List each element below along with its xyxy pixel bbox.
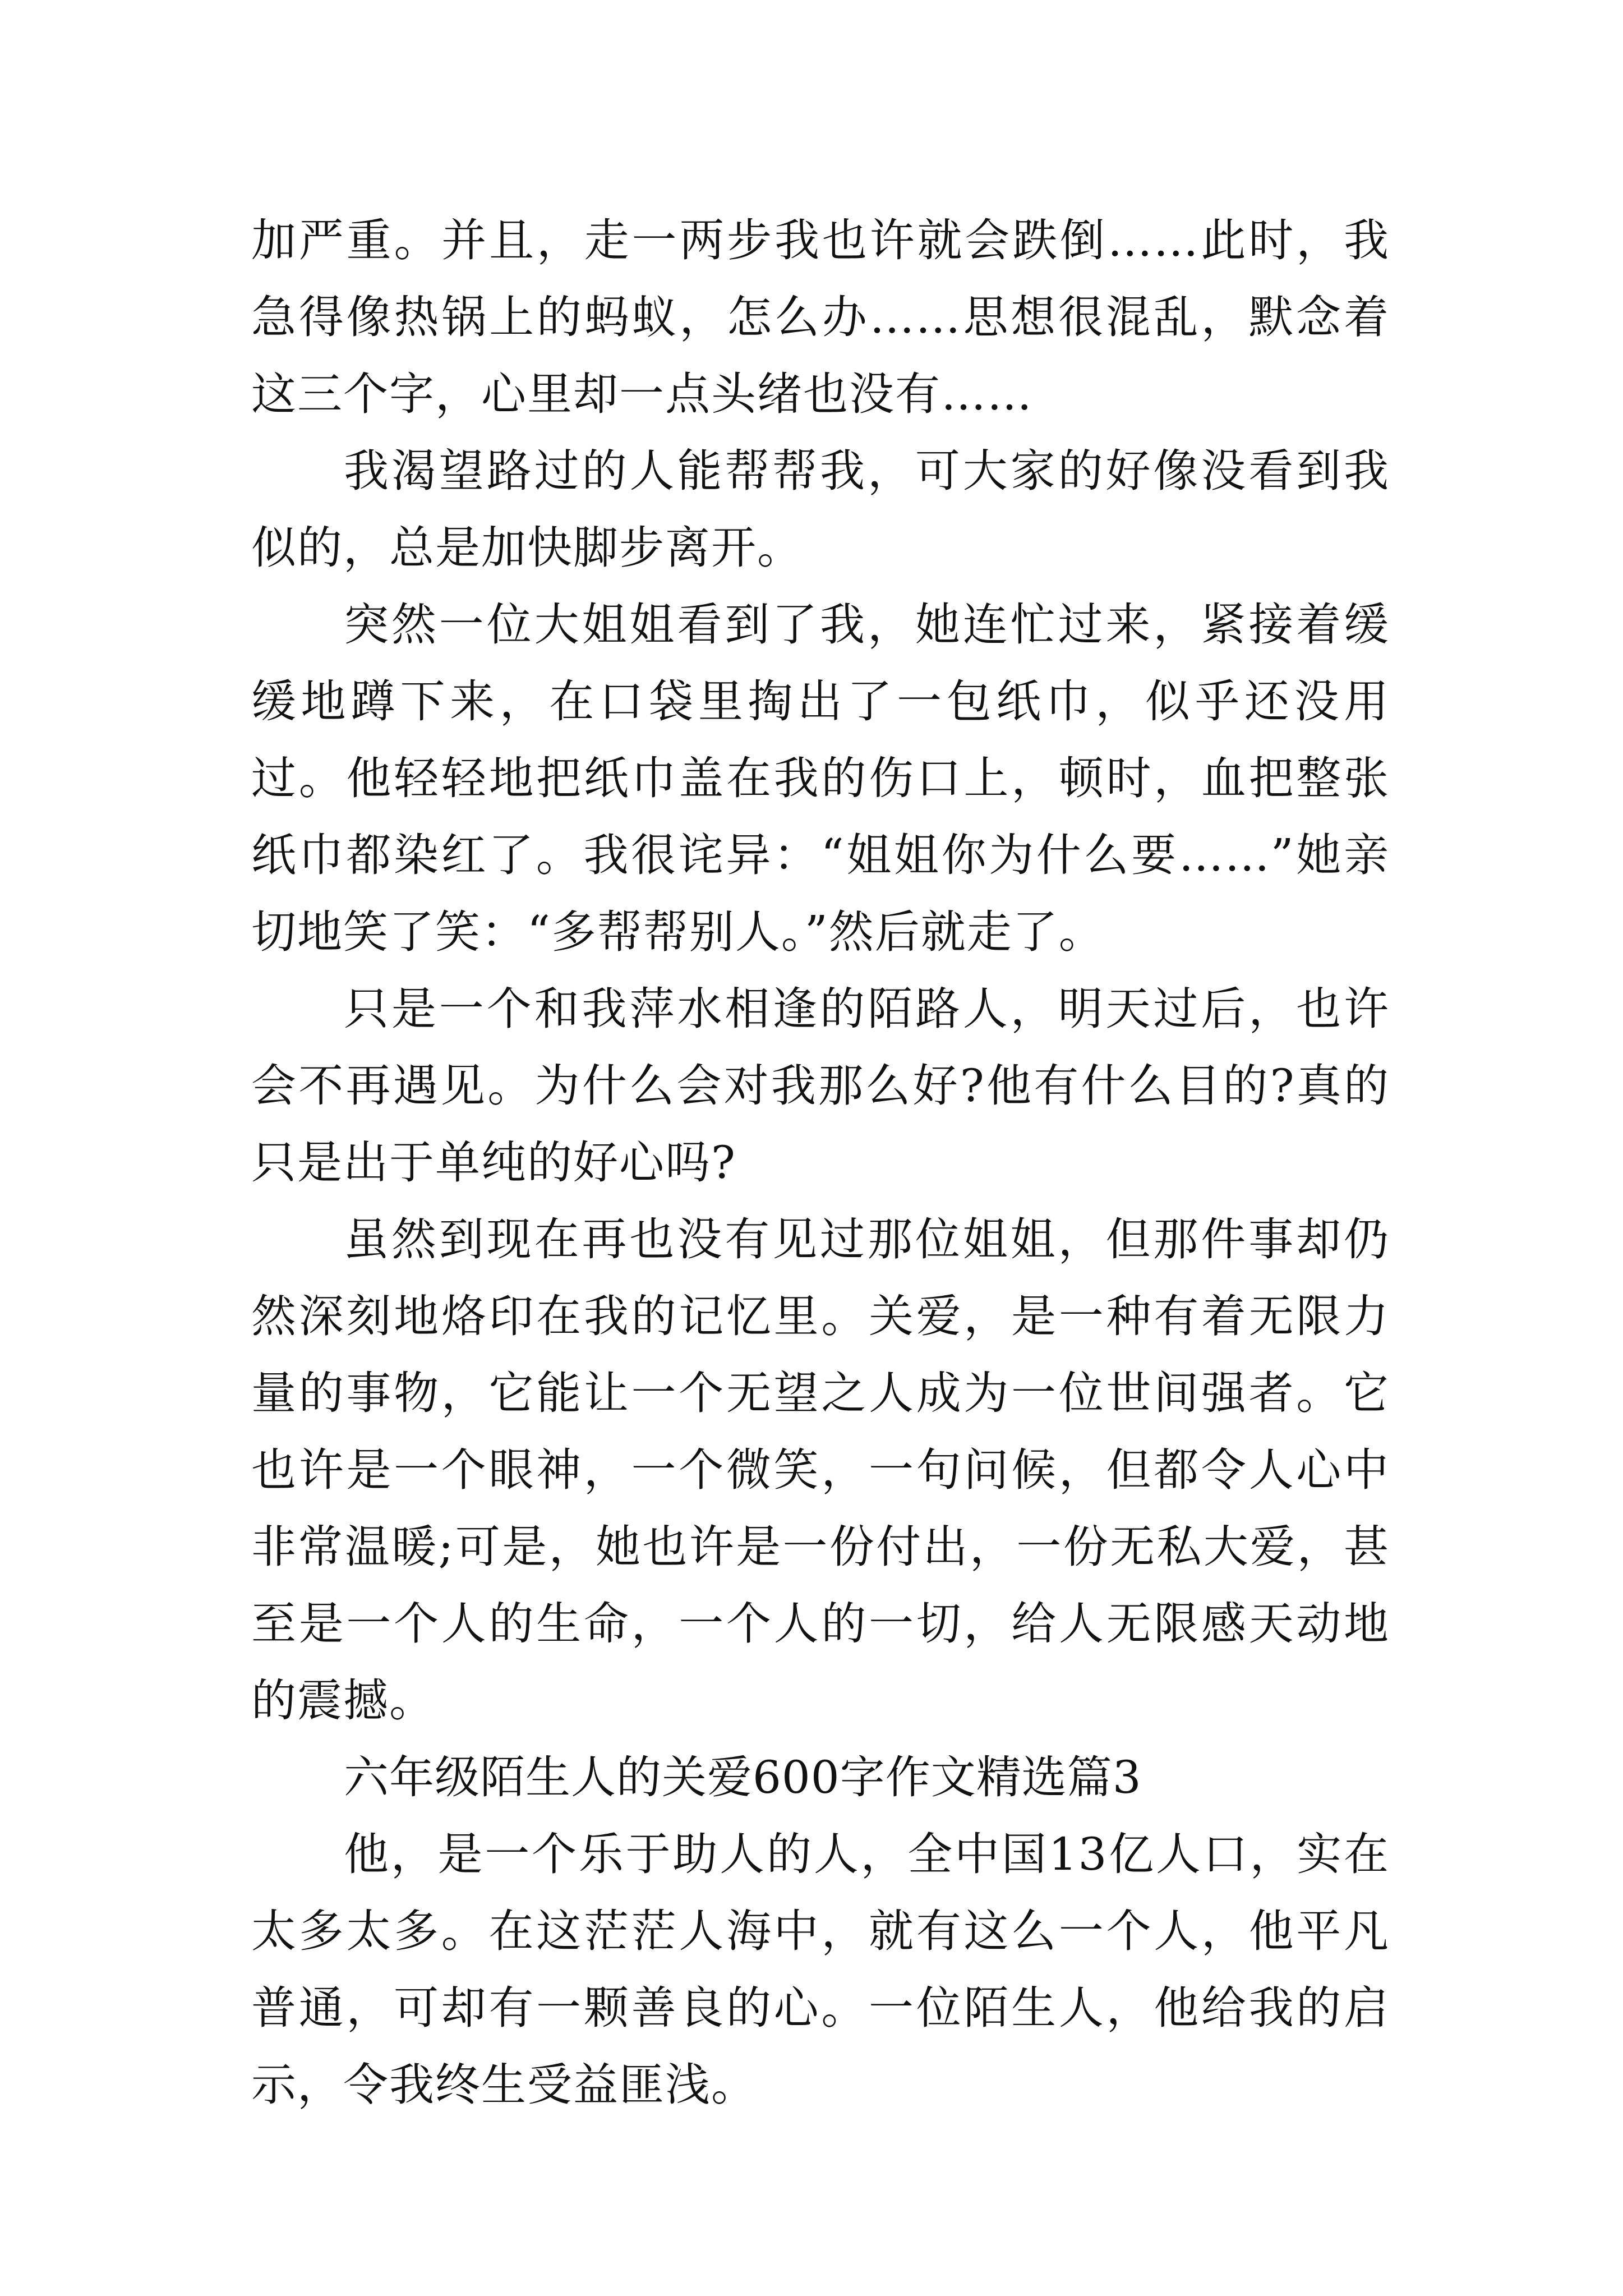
paragraph-passersby: 我渴望路过的人能帮帮我，可大家的好像没看到我似的，总是加快脚步离开。 xyxy=(251,445,1390,574)
paragraph-helpful-person: 他，是一个乐于助人的人，全中国13亿人口，实在太多太多。在这茫茫人海中，就有这么一个人，他平凡普通，可却有一颗善良的心。一位陌生人，他给我的启示，令我终生受益匪浅。 xyxy=(251,1828,1390,2111)
paragraph-big-sister: 突然一位大姐姐看到了我，她连忙过来，紧接着缓缓地蹲下来，在口袋里掏出了一包纸巾，似乎还没用过。他轻轻地把纸巾盖在我的伤口上，顿时，血把整张纸巾都染红了。我很诧异：“姐姐你为什么要……”她亲切地笑了笑：“多帮帮别人。”然后就走了。 xyxy=(251,599,1390,958)
paragraph-stranger-question: 只是一个和我萍水相逢的陌路人，明天过后，也许会不再遇见。为什么会对我那么好?他有什么目的?真的只是出于单纯的好心吗? xyxy=(251,983,1390,1189)
section-heading: 六年级陌生人的关爱600字作文精选篇3 xyxy=(344,1751,1142,1803)
document-body xyxy=(251,202,1390,2123)
paragraph-reflection: 虽然到现在再也没有见过那位姐姐，但那件事却仍然深刻地烙印在我的记忆里。关爱，是一种有着无限力量的事物，它能让一个无望之人成为一位世间强者。它也许是一个眼神，一个微笑，一句问候，但都令人心中非常温暖;可是，她也许是一份付出，一份无私大爱，甚至是一个人的生命，一个人的一切，给人无限感天动地的震撼。 xyxy=(251,1213,1390,1727)
paragraph-continuation: 加严重。并且，走一两步我也许就会跌倒……此时，我急得像热锅上的蚂蚁，怎么办……思想很混乱，默念着这三个字，心里却一点头绪也没有…… xyxy=(251,214,1390,420)
